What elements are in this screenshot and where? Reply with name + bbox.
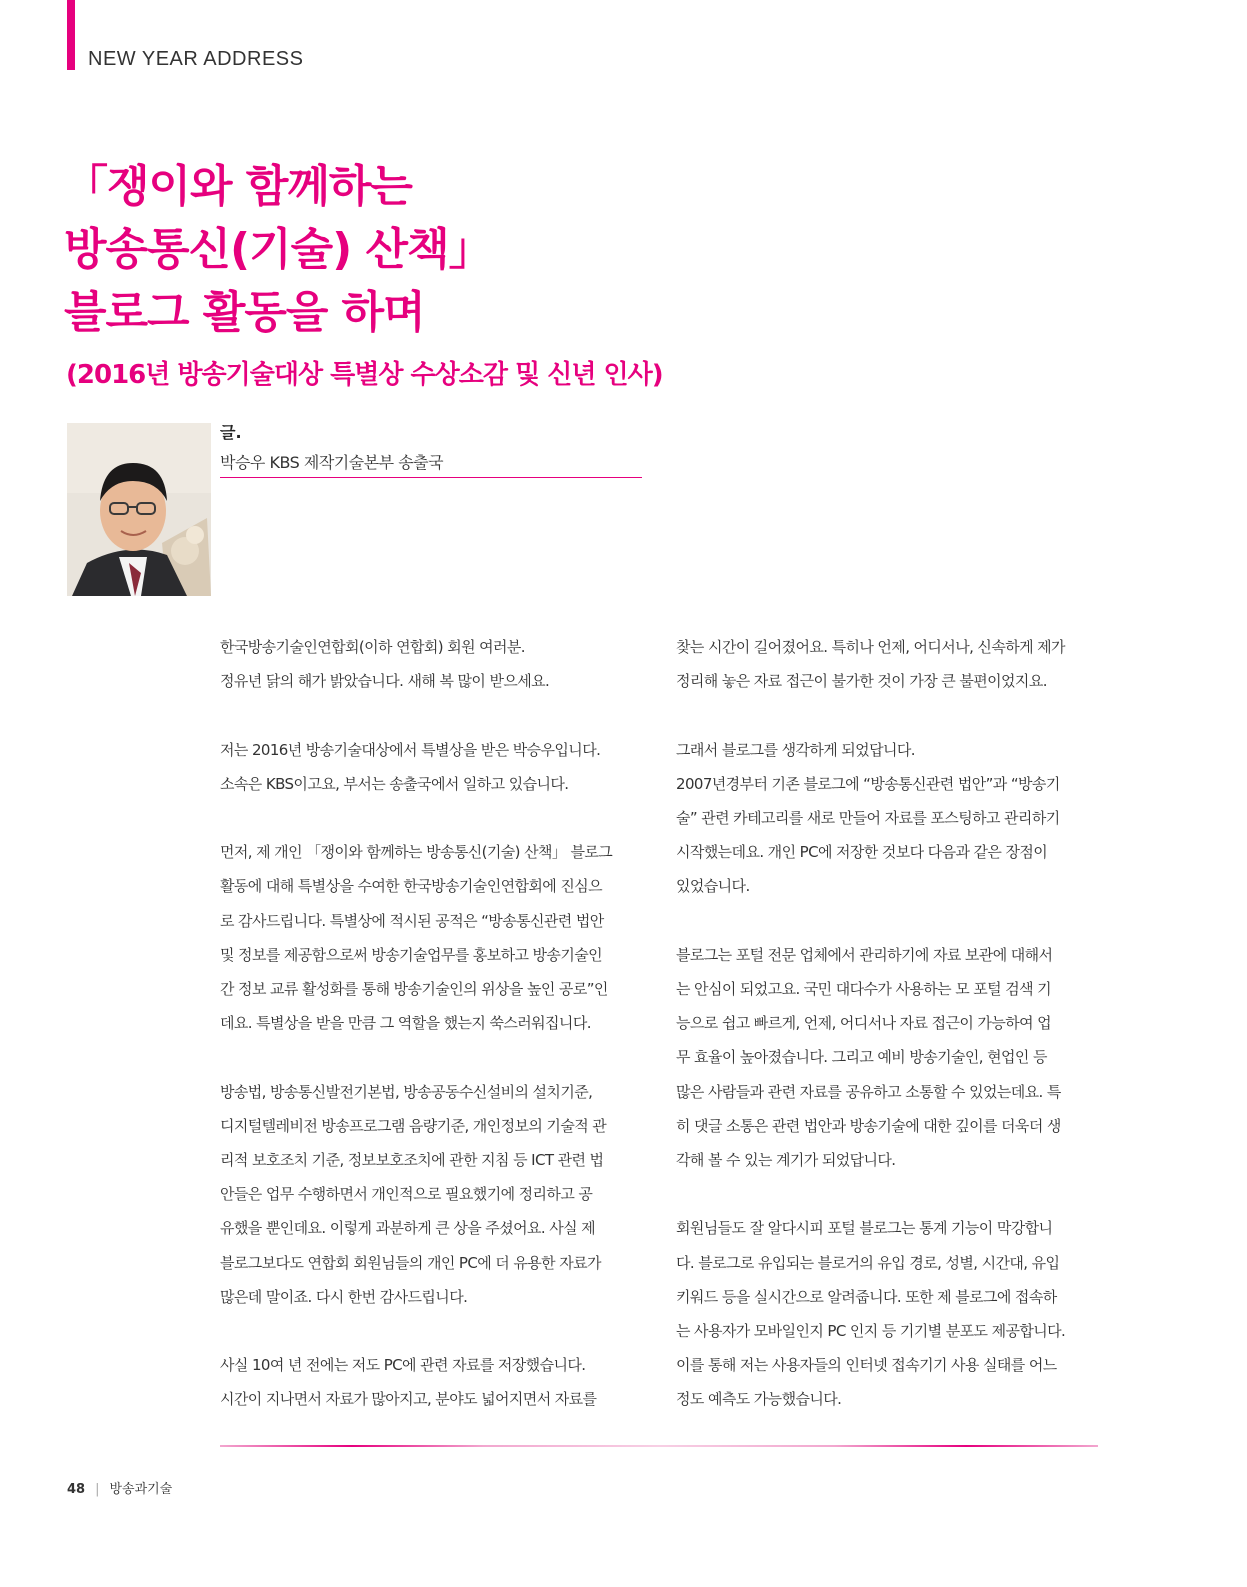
page-footer <box>67 1478 172 1497</box>
text-line: 먼저, 제 개인 「쟁이와 함께하는 방송통신(기술) 산책」 블로그 <box>220 843 613 862</box>
paragraph <box>676 1211 1101 1416</box>
text-line: 술” 관련 카테고리를 새로 만들어 자료를 포스팅하고 관리하기 <box>676 809 1060 827</box>
section-label: NEW YEAR ADDRESS <box>88 48 304 70</box>
text-line: 디지털텔레비전 방송프로그램 음량기준, 개인정보의 기술적 관 <box>220 1116 607 1135</box>
text-line: 이를 통해 저는 사용자들의 인터넷 접속기기 사용 실태를 어느 <box>676 1356 1057 1375</box>
text-line: 시간이 지나면서 자료가 많아지고, 분야도 넓어지면서 자료를 <box>220 1390 597 1409</box>
section-accent-bar <box>67 0 75 70</box>
text-line: 로 감사드립니다. 특별상에 적시된 공적은 “방송통신관련 법안 <box>220 911 604 930</box>
text-line: 많은데 말이죠. 다시 한번 감사드립니다. <box>220 1287 468 1306</box>
text-line: 데요. 특별상을 받을 만큼 그 역할을 했는지 쑥스러워집니다. <box>220 1014 591 1033</box>
text-line: 활동에 대해 특별상을 수여한 한국방송기술인연합회에 진심으 <box>220 877 602 896</box>
text-line: 있었습니다. <box>676 877 750 896</box>
text-line: 유했을 뿐인데요. 이렇게 과분하게 큰 상을 주셨어요. 사실 제 <box>220 1219 596 1238</box>
page-number: 48 <box>67 1482 86 1497</box>
text-line: 무 효율이 높아졌습니다. 그리고 예비 방송기술인, 현업인 등 <box>676 1048 1047 1067</box>
body-column-left <box>220 630 645 1451</box>
author-photo <box>67 423 211 596</box>
text-line: 각해 볼 수 있는 계기가 되었답니다. <box>676 1151 896 1170</box>
text-line: 방송법, 방송통신발전기본법, 방송공동수신설비의 설치기준, <box>220 1082 593 1101</box>
text-line: 정리해 놓은 자료 접근이 불가한 것이 가장 큰 불편이었지요. <box>676 672 1047 691</box>
text-line: 시작했는데요. 개인 PC에 저장한 것보다 다음과 같은 장점이 <box>676 843 1048 862</box>
author-prefix: 글. <box>220 423 242 442</box>
text-line: 및 정보를 제공함으로써 방송기술업무를 홍보하고 방송기술인 <box>220 945 602 964</box>
text-line: 간 정보 교류 활성화를 통해 방송기술인의 위상을 높인 공로”인 <box>220 980 608 998</box>
body-column-right <box>676 630 1101 1451</box>
title-line: 방송통신(기술) 산책」 <box>64 224 492 275</box>
magazine-name: 방송과기술 <box>109 1482 173 1497</box>
text-line: 정유년 닭의 해가 밝았습니다. 새해 복 많이 받으세요. <box>220 672 550 691</box>
paragraph <box>220 1348 645 1416</box>
text-line: 능으로 쉽고 빠르게, 언제, 어디서나 자료 접근이 가능하여 업 <box>676 1014 1052 1033</box>
text-line: 정도 예측도 가능했습니다. <box>676 1390 842 1409</box>
text-line: 블로그보다도 연합회 회원님들의 개인 PC에 더 유용한 자료가 <box>220 1253 601 1272</box>
text-line: 는 안심이 되었고요. 국민 대다수가 사용하는 모 포털 검색 기 <box>676 980 1052 998</box>
text-line: 회원님들도 잘 알다시피 포털 블로그는 통계 기능이 막강합니 <box>676 1219 1053 1238</box>
text-line: 2007년경부터 기존 블로그에 “방송통신관련 법안”과 “방송기 <box>676 774 1060 793</box>
author-divider <box>220 477 642 478</box>
article-title <box>64 155 492 344</box>
text-line: 그래서 블로그를 생각하게 되었답니다. <box>676 740 915 759</box>
text-line: 많은 사람들과 관련 자료를 공유하고 소통할 수 있었는데요. 특 <box>676 1082 1061 1101</box>
paragraph <box>676 938 1101 1177</box>
text-line: 키워드 등을 실시간으로 알려줍니다. 또한 제 블로그에 접속하 <box>676 1287 1057 1306</box>
article-subtitle: (2016년 방송기술대상 특별상 수상소감 및 신년 인사) <box>66 360 663 390</box>
title-line: 「쟁이와 함께하는 <box>64 161 412 212</box>
text-line: 사실 10여 년 전에는 저도 PC에 관련 자료를 저장했습니다. <box>220 1356 586 1375</box>
title-line: 블로그 활동을 하며 <box>64 287 425 338</box>
paragraph <box>220 1075 645 1314</box>
text-line: 안들은 업무 수행하면서 개인적으로 필요했기에 정리하고 공 <box>220 1185 593 1204</box>
text-line: 찾는 시간이 길어졌어요. 특히나 언제, 어디서나, 신속하게 제가 <box>676 638 1065 656</box>
text-line: 히 댓글 소통은 관련 법안과 방송기술에 대한 깊이를 더욱더 생 <box>676 1116 1061 1135</box>
paragraph <box>220 630 645 698</box>
text-line: 는 사용자가 모바일인지 PC 인지 등 기기별 분포도 제공합니다. <box>676 1322 1066 1341</box>
footer-separator: | <box>95 1482 100 1497</box>
text-line: 한국방송기술인연합회(이하 연합회) 회원 여러분. <box>220 638 525 656</box>
paragraph <box>220 835 645 1040</box>
paragraph <box>220 733 645 801</box>
text-line: 리적 보호조치 기준, 정보보호조치에 관한 지침 등 ICT 관련 법 <box>220 1151 604 1169</box>
text-line: 다. 블로그로 유입되는 블로거의 유입 경로, 성별, 시간대, 유입 <box>676 1253 1060 1272</box>
author-name: 박승우 KBS 제작기술본부 송출국 <box>220 453 444 472</box>
text-line: 블로그는 포털 전문 업체에서 관리하기에 자료 보관에 대해서 <box>676 945 1053 964</box>
bottom-divider <box>220 1445 1098 1447</box>
text-line: 소속은 KBS이고요, 부서는 송출국에서 일하고 있습니다. <box>220 774 569 793</box>
paragraph <box>676 733 1101 904</box>
text-line: 저는 2016년 방송기술대상에서 특별상을 받은 박승우입니다. <box>220 740 601 759</box>
paragraph <box>676 630 1101 698</box>
